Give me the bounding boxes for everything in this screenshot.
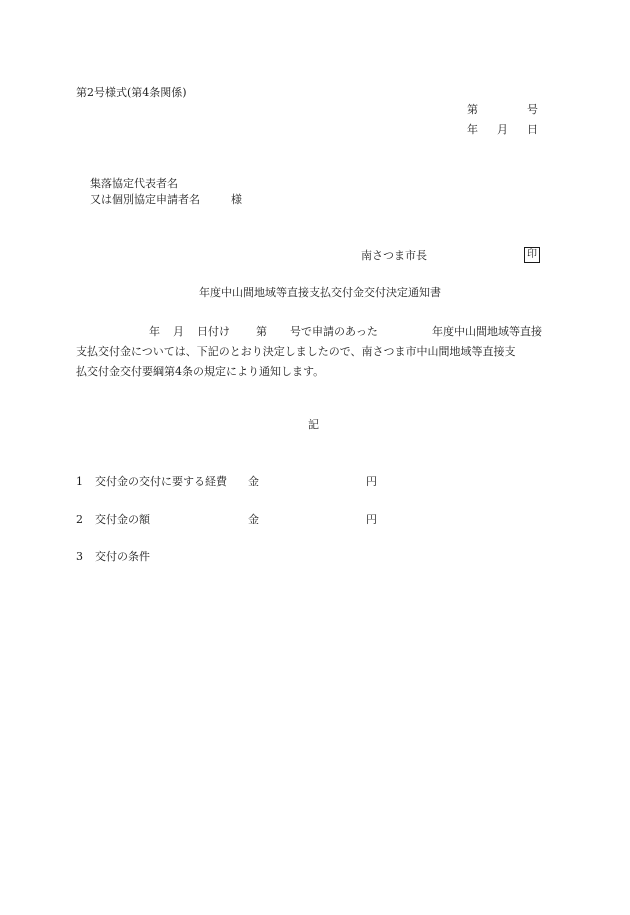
body-line-2: 支払交付金については、下記のとおり決定しましたので、南さつま市中山間地域等直接支 xyxy=(76,345,516,358)
item-2-kin: 金 xyxy=(248,513,259,526)
item-1-number: 1 xyxy=(76,475,83,488)
seal-mark: 印 xyxy=(524,247,540,263)
document-title: 年度中山間地域等直接支払交付金交付決定通知書 xyxy=(199,286,441,299)
ki-heading: 記 xyxy=(308,418,319,431)
recipient-honorific: 様 xyxy=(231,193,242,206)
body-number-prefix: 第 xyxy=(256,325,267,338)
item-1-kin: 金 xyxy=(248,475,259,488)
item-2-label: 交付金の額 xyxy=(95,513,150,526)
recipient-line-1: 集落協定代表者名 xyxy=(90,177,178,190)
item-2-yen: 円 xyxy=(366,513,377,526)
body-program: 年度中山間地域等直接 xyxy=(432,325,542,338)
doc-number-suffix: 号 xyxy=(527,103,538,116)
form-label: 第2号様式(第4条関係) xyxy=(76,86,187,99)
body-paragraph xyxy=(76,322,554,382)
item-1-yen: 円 xyxy=(366,475,377,488)
body-number-tail: 号で申請のあった xyxy=(290,325,378,338)
item-3-number: 3 xyxy=(76,550,83,563)
recipient-line-2: 又は個別協定申請者名 xyxy=(90,193,200,206)
body-line-3: 払交付金交付要綱第4条の規定により通知します。 xyxy=(76,365,325,378)
body-dated: 日付け xyxy=(197,325,230,338)
date-year: 年 xyxy=(467,123,478,136)
body-month: 月 xyxy=(173,325,184,338)
item-2-number: 2 xyxy=(76,513,83,526)
date-day: 日 xyxy=(527,123,538,136)
doc-number-prefix: 第 xyxy=(467,103,478,116)
body-year: 年 xyxy=(149,325,160,338)
item-3-label: 交付の条件 xyxy=(95,550,150,563)
item-1-label: 交付金の交付に要する経費 xyxy=(95,475,227,488)
issuer-name: 南さつま市長 xyxy=(361,249,427,262)
date-month: 月 xyxy=(497,123,508,136)
body-line-1 xyxy=(76,322,554,342)
